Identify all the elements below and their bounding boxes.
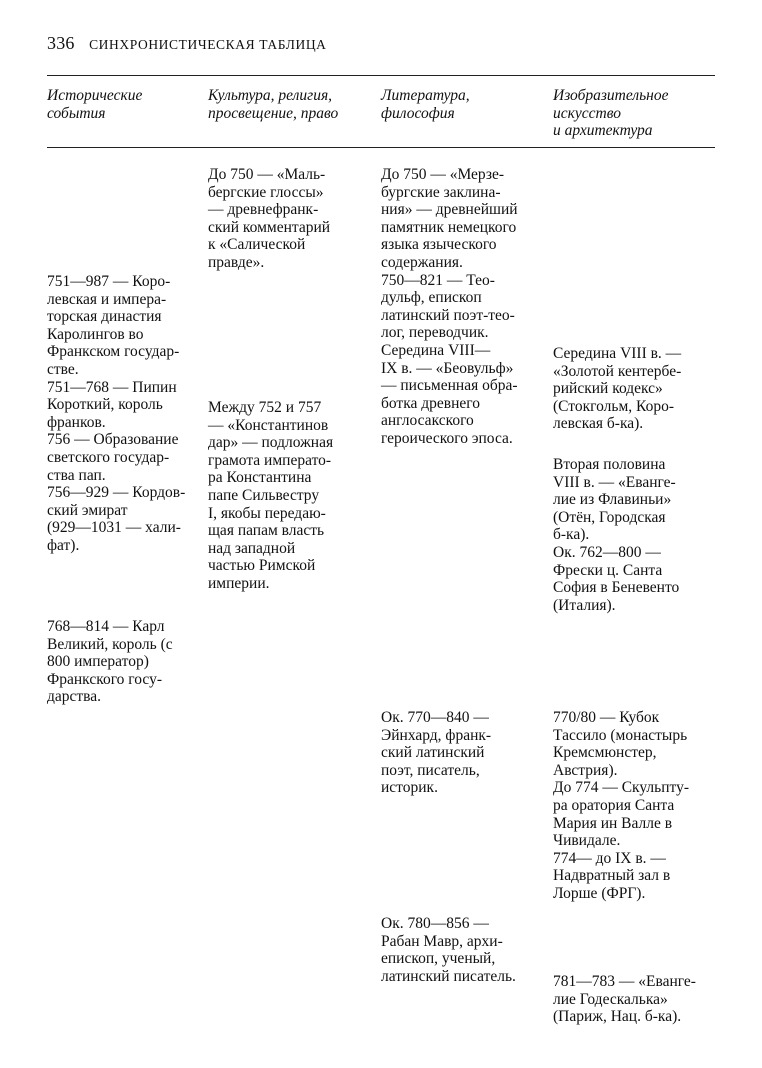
running-title: СИНХРОНИСТИЧЕСКАЯ ТАБЛИЦА xyxy=(89,37,327,52)
literature-entry: Ок. 770—840 — Эйнхард, франк- ский латинский поэт, писатель, историк. xyxy=(381,709,492,797)
culture-entry: Между 752 и 757 — «Константинов дар» — подложная грамота императо- ра Константина папе Сильвестру I, якобы передаю- щая папам власть над западной частью Римской империи. xyxy=(208,399,334,592)
running-head xyxy=(47,33,327,54)
header-top-rule xyxy=(47,75,715,76)
historical-entry: 768—814 — Карл Великий, король (с 800 император) Франкского госу- дарства. xyxy=(47,618,173,706)
art-entry: Вторая половина VIII в. — «Еванге- лие из Флавиньи» (Отён, Городская б-ка). Ок. 762—800 — Фрески ц. Санта София в Беневенто (Италия). xyxy=(553,456,680,614)
culture-entry: До 750 — «Маль- бергские глоссы» — древнефранк- ский комментарий к «Салической правде». xyxy=(208,166,331,271)
column-head-historical-events: Исторические события xyxy=(47,87,143,122)
literature-entry: Ок. 780—856 — Рабан Мавр, архи- епископ, ученый, латинский писатель. xyxy=(381,915,516,985)
column-head-literature-philosophy: Литература, философия xyxy=(381,87,470,122)
literature-entry: До 750 — «Мерзе- бургские заклина- ния» — древнейший памятник немецкого языка языческого содержания. 750—821 — Тео- дульф, епископ латинский поэт-тео- лог, переводчик. Середина VIII— IX в. — «Беовульф» — письменная обра- ботка древнего англосакского героического эпоса. xyxy=(381,166,518,447)
art-entry: 770/80 — Кубок Тассило (монастырь Кремсмюнстер, Австрия). До 774 — Скульпту- ра оратория Санта Мария ин Валле в Чивидале. 774— до IX в. — Надвратный зал в Лорше (ФРГ). xyxy=(553,709,689,902)
column-head-art-architecture: Изобразительное искусство и архитектура xyxy=(553,87,669,139)
page-number: 336 xyxy=(47,33,75,53)
art-entry: 781—783 — «Еванге- лие Годескалька» (Париж, Нац. б-ка). xyxy=(553,973,696,1026)
historical-entry: 751—987 — Коро- левская и импера- торская династия Каролингов во Франкском государ- стве. 751—768 — Пипин Короткий, король франков. 756 — Образование светского государ- ства пап. 756—929 — Кордов- ский эмират (929—1031 — хали- фат). xyxy=(47,273,186,554)
art-entry: Середина VIII в. — «Золотой кентербе- рийский кодекс» (Стокгольм, Коро- левская б-ка). xyxy=(553,345,682,433)
header-bottom-rule xyxy=(47,147,715,148)
column-head-culture-religion: Культура, религия, просвещение, право xyxy=(208,87,339,122)
